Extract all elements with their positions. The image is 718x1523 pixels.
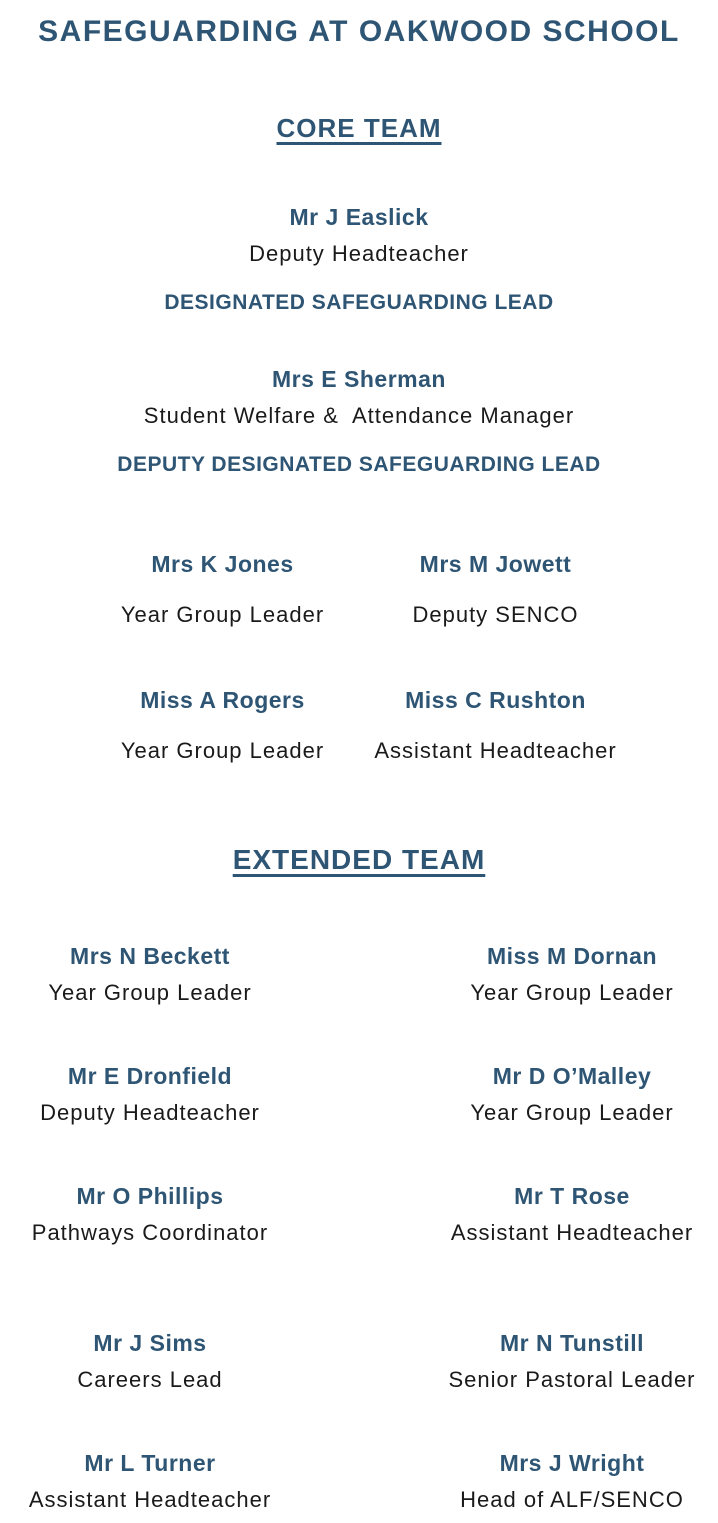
team-member	[359, 549, 632, 629]
person-role: Pathways Coordinator	[31, 1220, 269, 1245]
person-name: Mrs M Jowett	[419, 551, 572, 577]
person-role: Assistant Headteacher	[450, 1220, 694, 1245]
person-role: Assistant Headteacher	[374, 738, 617, 763]
team-member	[86, 685, 359, 765]
team-row	[0, 1061, 718, 1127]
team-member	[0, 1448, 300, 1514]
person-name: Mr N Tunstill	[499, 1330, 645, 1356]
person-role: Deputy Headteacher	[40, 1100, 260, 1125]
team-member	[0, 941, 300, 1007]
person-role: Year Group Leader	[470, 980, 674, 1005]
person-role: Deputy Headteacher	[249, 241, 469, 266]
person-name: Mr L Turner	[84, 1450, 216, 1476]
extended-team-section	[0, 843, 718, 1514]
person-name: Miss A Rogers	[140, 687, 305, 713]
person-name: Miss C Rushton	[405, 687, 586, 713]
person-designation: DEPUTY DESIGNATED SAFEGUARDING LEAD	[117, 453, 601, 476]
person-role: Year Group Leader	[470, 1100, 674, 1125]
team-member	[426, 941, 718, 1007]
team-member	[0, 1328, 300, 1394]
person-role: Careers Lead	[77, 1367, 223, 1392]
team-member	[359, 685, 632, 765]
team-member	[0, 1181, 300, 1247]
team-member	[86, 549, 359, 629]
person-role: Senior Pastoral Leader	[448, 1367, 696, 1392]
team-member	[426, 1061, 718, 1127]
person-name: Mrs K Jones	[151, 551, 294, 577]
team-member	[426, 1328, 718, 1394]
team-row	[0, 941, 718, 1007]
person-name: Mr D O’Malley	[492, 1063, 652, 1089]
team-member	[426, 1448, 718, 1514]
person-role: Assistant Headteacher	[28, 1487, 272, 1512]
page-title: SAFEGUARDING AT OAKWOOD SCHOOL	[38, 15, 680, 48]
person-name: Miss M Dornan	[486, 943, 658, 969]
extended-team-members-grid	[0, 941, 718, 1514]
person-role: Student Welfare & Attendance Manager	[143, 403, 575, 428]
person-name: Mrs E Sherman	[272, 366, 446, 392]
person-designation: DESIGNATED SAFEGUARDING LEAD	[164, 291, 554, 314]
person-name: Mr J Easlick	[289, 204, 429, 230]
team-member	[426, 1181, 718, 1247]
lead-card-dsl	[0, 202, 718, 317]
core-team-heading: CORE TEAM	[276, 113, 442, 143]
lead-card-deputy-dsl	[0, 364, 718, 479]
team-row	[0, 1328, 718, 1394]
core-team-section	[0, 113, 718, 765]
team-row	[0, 1181, 718, 1247]
person-role: Year Group Leader	[120, 738, 325, 763]
person-role: Deputy SENCO	[412, 602, 579, 627]
team-member	[0, 1061, 300, 1127]
person-role: Year Group Leader	[48, 980, 252, 1005]
person-name: Mr T Rose	[514, 1183, 630, 1209]
person-name: Mrs J Wright	[499, 1450, 645, 1476]
person-name: Mr J Sims	[93, 1330, 207, 1356]
person-name: Mr O Phillips	[76, 1183, 224, 1209]
person-name: Mr E Dronfield	[67, 1063, 233, 1089]
extended-team-heading: EXTENDED TEAM	[232, 844, 486, 875]
person-name: Mrs N Beckett	[70, 943, 230, 969]
core-team-members-grid	[86, 549, 632, 765]
person-role: Year Group Leader	[120, 602, 325, 627]
team-row	[0, 1448, 718, 1514]
person-role: Head of ALF/SENCO	[460, 1487, 684, 1512]
